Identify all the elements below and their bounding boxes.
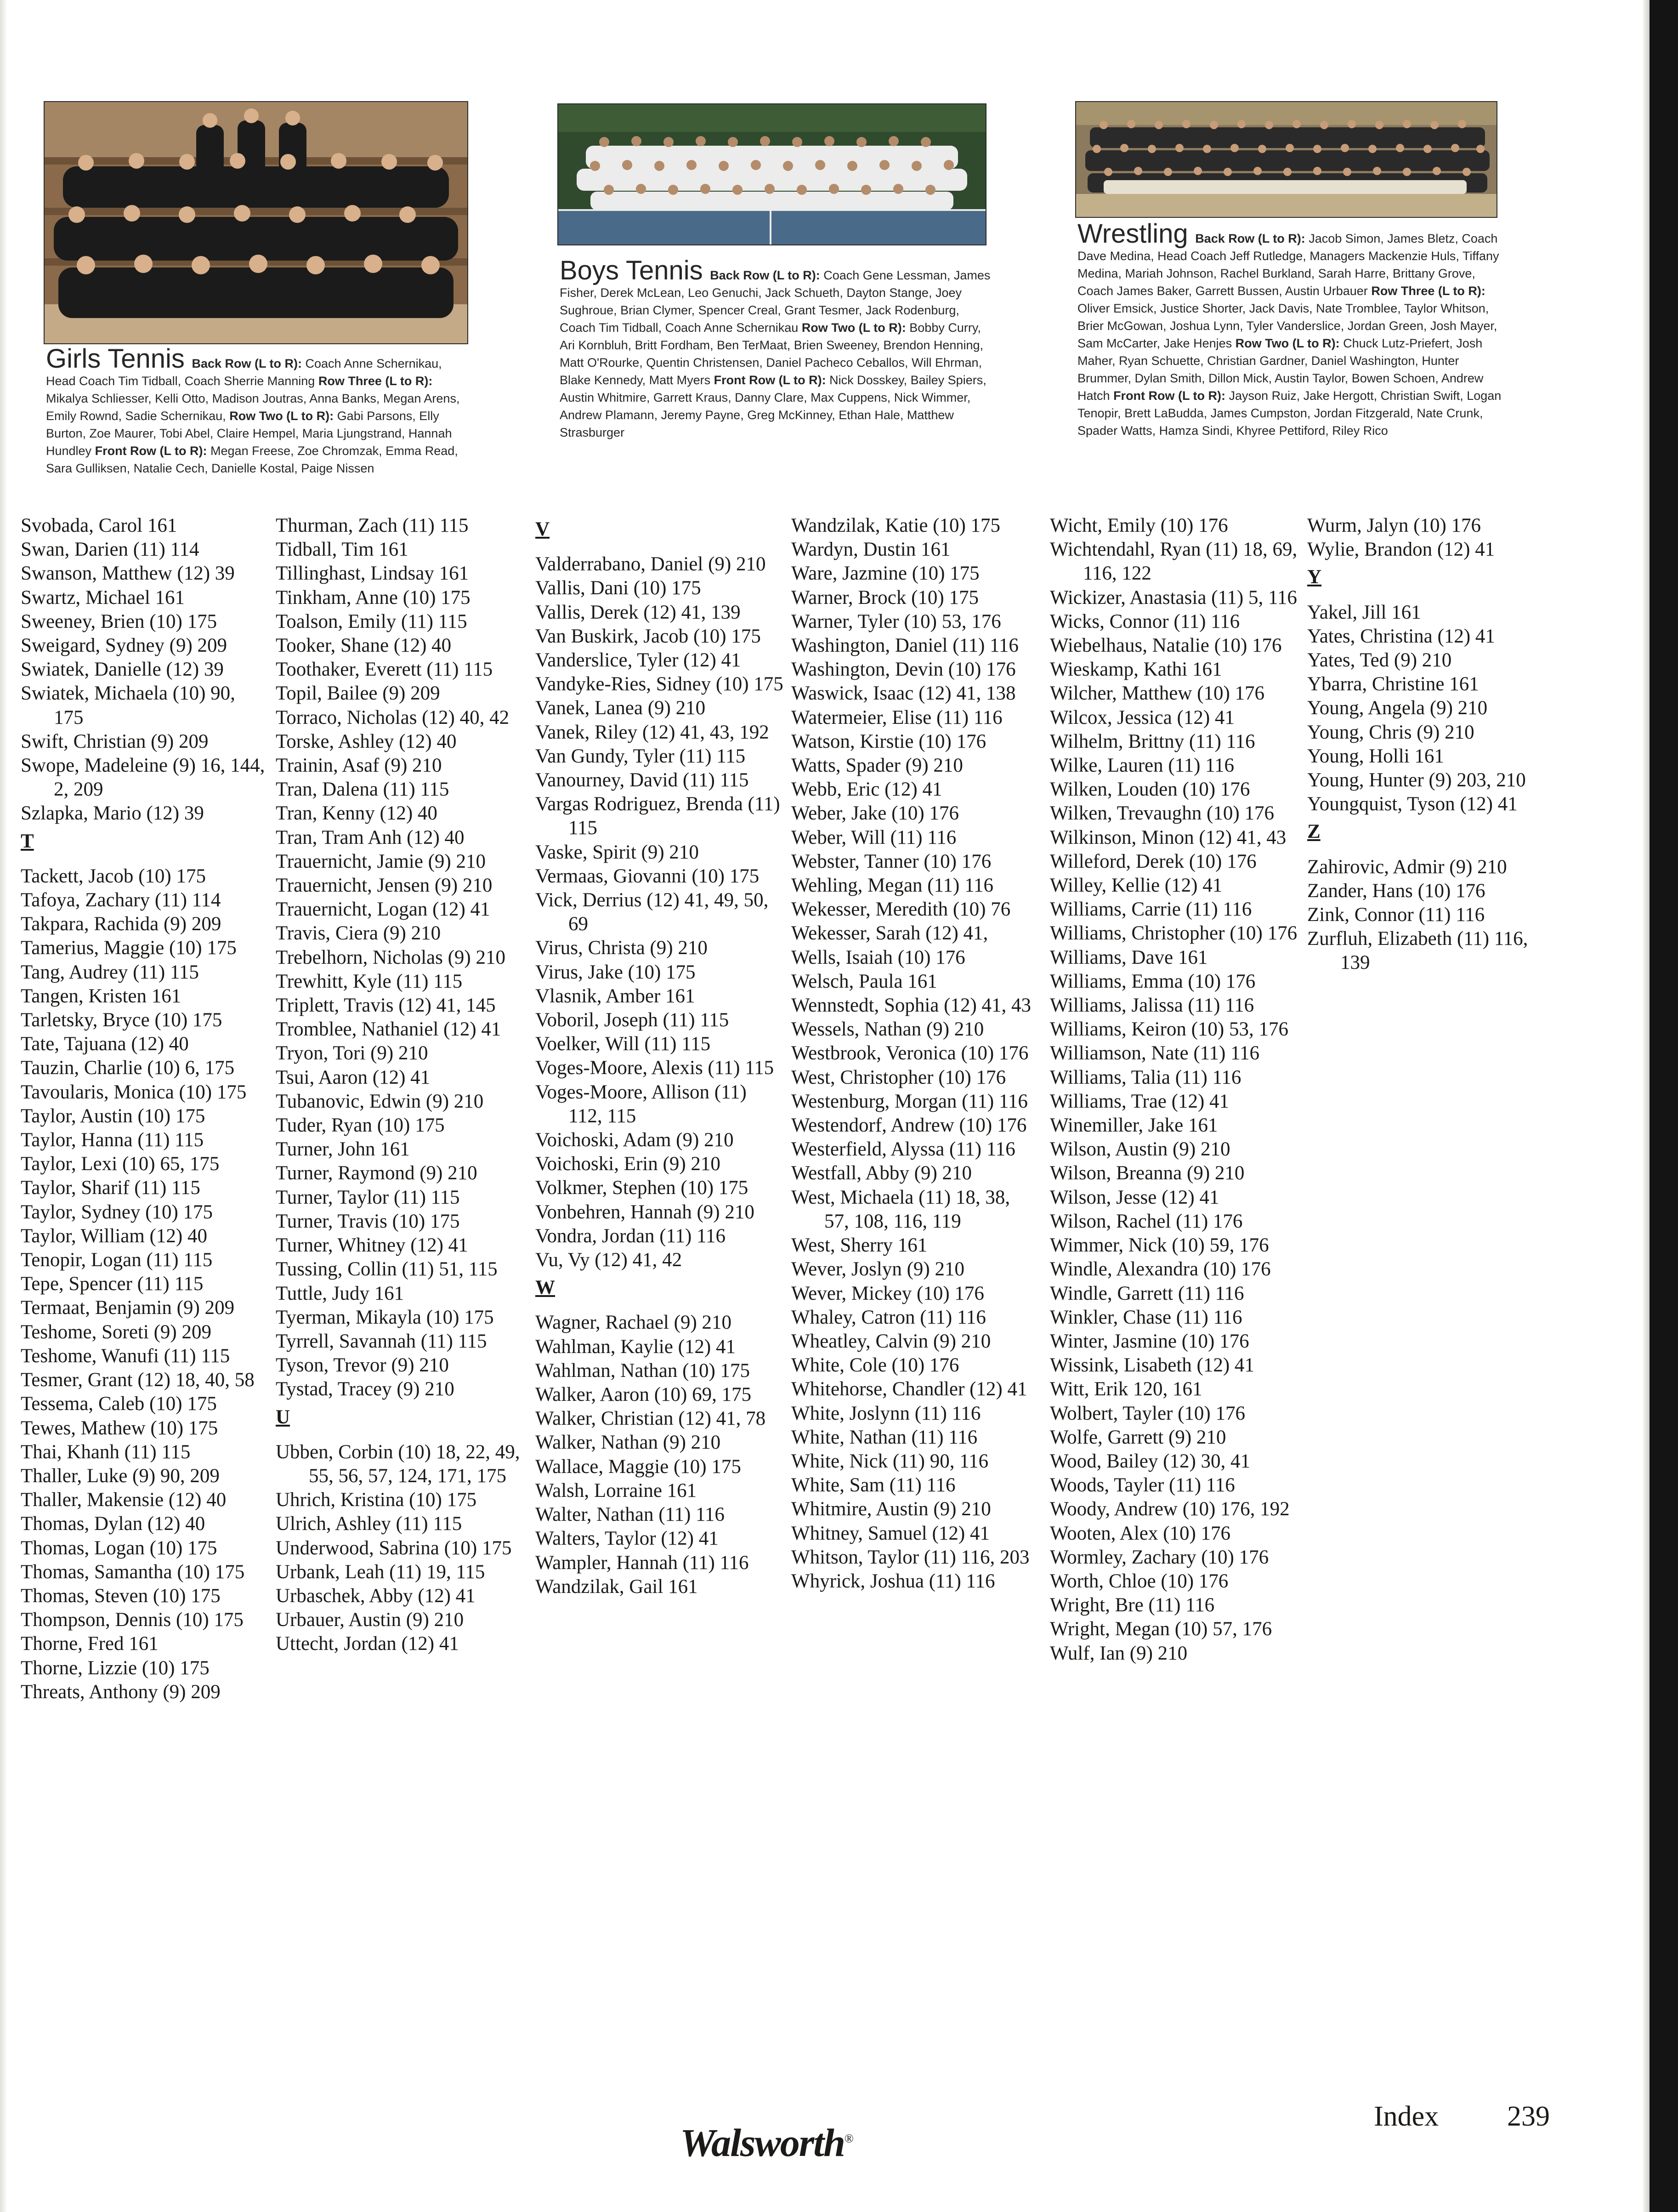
index-entry: Uhrich, Kristina (10) 175 — [276, 1489, 477, 1511]
index-entry: Wissink, Lisabeth (12) 41 — [1050, 1354, 1254, 1376]
index-entry: Wagner, Rachael (9) 210 — [535, 1312, 732, 1334]
index-entry: Tromblee, Nathaniel (12) 41 — [276, 1018, 501, 1041]
index-entry: Wormley, Zachary (10) 176 — [1050, 1546, 1269, 1568]
index-entry: Thompson, Dennis (10) 175 — [21, 1609, 244, 1631]
index-entry: Tewes, Mathew (10) 175 — [21, 1417, 218, 1439]
index-entry: Turner, Taylor (11) 115 — [276, 1186, 460, 1208]
index-entry: Wright, Megan (10) 57, 176 — [1050, 1618, 1272, 1640]
index-entry: Tafoya, Zachary (11) 114 — [21, 889, 221, 911]
index-entry: Vermaas, Giovanni (10) 175 — [535, 865, 760, 887]
index-entry: Urbauer, Austin (9) 210 — [276, 1609, 464, 1631]
index-entry: Winkler, Chase (11) 116 — [1050, 1306, 1242, 1328]
caption-row-names: Coach Gene Lessman, James Fisher, Derek McLean, Leo Genuchi, Jack Schueth, Dayton Stange, Joey Sughroue, Brian Clymer, Spencer Creal, Grant Tesmer, Jack Rodenburg, Coach Tim Tidball, Coach Anne Schernikau — [560, 268, 991, 335]
index-entry: Whaley, Catron (11) 116 — [791, 1306, 986, 1328]
index-entry: Yakel, Jill 161 — [1307, 601, 1421, 623]
index-entry: Witt, Erik 120, 161 — [1050, 1378, 1202, 1400]
index-entry: Wessels, Nathan (9) 210 — [791, 1018, 984, 1041]
index-entry: Tran, Dalena (11) 115 — [276, 779, 449, 801]
index-entry: Ybarra, Christine 161 — [1307, 673, 1479, 695]
wrestling-photo — [1075, 101, 1497, 218]
index-entry: Torraco, Nicholas (12) 40, 42 — [276, 706, 510, 728]
index-entry: Wimmer, Nick (10) 59, 176 — [1050, 1234, 1269, 1257]
index-entry: Wilcox, Jessica (12) 41 — [1050, 706, 1235, 728]
index-entry: Vanderslice, Tyler (12) 41 — [535, 649, 741, 671]
caption-row-label: Front Row (L to R): — [1113, 389, 1225, 403]
index-entry: Vondra, Jordan (11) 116 — [535, 1225, 726, 1247]
index-entry: Wallace, Maggie (10) 175 — [535, 1456, 741, 1478]
index-entry: Vallis, Dani (10) 175 — [535, 577, 701, 599]
index-entry: Wilke, Lauren (11) 116 — [1050, 755, 1235, 777]
index-entry: Tate, Tajuana (12) 40 — [21, 1033, 189, 1055]
index-entry: Tesmer, Grant (12) 18, 40, 58 — [21, 1369, 255, 1391]
index-entry: Thorne, Lizzie (10) 175 — [21, 1657, 210, 1679]
wrestling-title: Wrestling — [1077, 219, 1188, 249]
index-entry: Travis, Ciera (9) 210 — [276, 922, 441, 944]
publisher-name: Walsworth — [680, 2121, 845, 2165]
girls-tennis-photo — [44, 101, 468, 344]
index-entry: Wooten, Alex (10) 176 — [1050, 1522, 1231, 1544]
index-column-3 — [535, 514, 783, 1599]
caption-row-names: Oliver Emsick, Justice Shorter, Jack Davis, Nate Tromblee, Taylor Whitson, Brier McGowan, Joshua Lynn, Tyler Vanderslice, Jordan Green, Josh Mayer, Sam McCarter, Jake Henjes — [1077, 301, 1497, 350]
wrestling-photo-art — [1076, 102, 1497, 217]
index-entry: Vaske, Spirit (9) 210 — [535, 841, 699, 863]
index-entry: Toalson, Emily (11) 115 — [276, 610, 467, 632]
index-entry: Trebelhorn, Nicholas (9) 210 — [276, 946, 506, 968]
index-entry: Tauzin, Charlie (10) 6, 175 — [21, 1057, 235, 1079]
index-entry: Taylor, Sydney (10) 175 — [21, 1201, 213, 1223]
index-entry: Van Gundy, Tyler (11) 115 — [535, 745, 746, 767]
index-entry: Watts, Spader (9) 210 — [791, 755, 963, 777]
index-entry: Tinkham, Anne (10) 175 — [276, 586, 471, 608]
index-entry: Watermeier, Elise (11) 116 — [791, 706, 1003, 728]
index-entry: Wilken, Louden (10) 176 — [1050, 779, 1250, 801]
index-entry: Winemiller, Jake 161 — [1050, 1115, 1218, 1137]
index-entry: Taylor, Lexi (10) 65, 175 — [21, 1153, 220, 1175]
index-entry: Woody, Andrew (10) 176, 192 — [1050, 1498, 1290, 1520]
index-entry: Tidball, Tim 161 — [276, 539, 408, 561]
index-entry: Wurm, Jalyn (10) 176 — [1307, 515, 1481, 536]
index-entry: Wever, Mickey (10) 176 — [791, 1282, 984, 1304]
registered-mark: ® — [845, 2132, 853, 2145]
index-entry: Swanson, Matthew (12) 39 — [21, 563, 235, 585]
caption-row-label: Front Row (L to R): — [714, 373, 826, 387]
index-column-2 — [276, 514, 524, 1656]
index-entry: Vick, Derrius (12) 41, 49, 50, 69 — [535, 889, 769, 935]
index-entry: Whitmire, Austin (9) 210 — [791, 1498, 991, 1520]
index-entry: Williamson, Nate (11) 116 — [1050, 1042, 1260, 1064]
index-entry: Wandzilak, Katie (10) 175 — [791, 515, 1001, 536]
index-entry: Zink, Connor (11) 116 — [1307, 904, 1485, 926]
index-column-6 — [1307, 514, 1555, 975]
index-entry: Virus, Christa (9) 210 — [535, 937, 708, 959]
index-entry: Wandzilak, Gail 161 — [535, 1575, 698, 1598]
index-entry: Thomas, Steven (10) 175 — [21, 1585, 221, 1607]
index-entry: Wilson, Breanna (9) 210 — [1050, 1162, 1245, 1184]
index-entry: Tenopir, Logan (11) 115 — [21, 1249, 213, 1271]
footer-section-label: Index — [1374, 2101, 1439, 2132]
index-entry: Washington, Devin (10) 176 — [791, 659, 1016, 681]
index-entry: Winter, Jasmine (10) 176 — [1050, 1330, 1249, 1352]
index-entry: Tran, Kenny (12) 40 — [276, 802, 437, 825]
index-entry: Tuttle, Judy 161 — [276, 1282, 404, 1304]
index-entry: Webster, Tanner (10) 176 — [791, 850, 992, 872]
index-entry: Young, Angela (9) 210 — [1307, 697, 1488, 719]
index-entry: Tubanovic, Edwin (9) 210 — [276, 1090, 484, 1112]
index-entry: Thai, Khanh (11) 115 — [21, 1441, 191, 1463]
index-entry: Washington, Daniel (11) 116 — [791, 635, 1019, 657]
girls-tennis-photo-art — [45, 102, 467, 343]
index-entry: Westfall, Abby (9) 210 — [791, 1162, 972, 1184]
index-entry: White, Nathan (11) 116 — [791, 1426, 978, 1448]
index-letter-heading: Z — [1307, 821, 1321, 843]
index-entry: Taylor, Hanna (11) 115 — [21, 1129, 204, 1151]
index-entry: Wells, Isaiah (10) 176 — [791, 946, 965, 968]
index-entry: Urbank, Leah (11) 19, 115 — [276, 1561, 485, 1583]
index-entry: Underwood, Sabrina (10) 175 — [276, 1537, 512, 1559]
index-entry: Wardyn, Dustin 161 — [791, 539, 951, 561]
index-entry: Teshome, Soreti (9) 209 — [21, 1321, 211, 1343]
index-entry: Williams, Trae (12) 41 — [1050, 1090, 1230, 1112]
index-entry: Yates, Ted (9) 210 — [1307, 649, 1452, 671]
index-entry: Triplett, Travis (12) 41, 145 — [276, 995, 496, 1017]
index-entry: Thorne, Fred 161 — [21, 1633, 159, 1655]
index-entry: Wulf, Ian (9) 210 — [1050, 1642, 1188, 1664]
index-entry: Trauernicht, Jensen (9) 210 — [276, 875, 493, 897]
index-entry: Zahirovic, Admir (9) 210 — [1307, 856, 1507, 878]
index-entry: Wheatley, Calvin (9) 210 — [791, 1330, 991, 1352]
publisher-logo — [680, 2120, 853, 2166]
index-column-1 — [21, 514, 269, 1704]
index-entry: Wood, Bailey (12) 30, 41 — [1050, 1450, 1251, 1472]
index-entry: Vandyke-Ries, Sidney (10) 175 — [535, 673, 783, 695]
caption-row-label: Row Two (L to R): — [229, 409, 334, 423]
index-entry: Wilson, Jesse (12) 41 — [1050, 1186, 1219, 1208]
caption-row-label: Row Two (L to R): — [801, 321, 906, 335]
index-entry: Wilson, Austin (9) 210 — [1050, 1138, 1230, 1160]
index-entry: Williams, Keiron (10) 53, 176 — [1050, 1018, 1288, 1041]
index-entry: Windle, Alexandra (10) 176 — [1050, 1258, 1271, 1280]
index-entry: Swope, Madeleine (9) 16, 144, 2, 209 — [21, 755, 265, 801]
index-entry: Wieskamp, Kathi 161 — [1050, 659, 1222, 681]
index-entry: Zurfluh, Elizabeth (11) 116, 139 — [1307, 928, 1528, 974]
boys-tennis-photo — [557, 103, 986, 245]
index-entry: Tessema, Caleb (10) 175 — [21, 1393, 217, 1415]
caption-row-names: Nick Dosskey, Bailey Spiers, Austin Whitmire, Garrett Kraus, Danny Clare, Max Cuppens, Nick Wimmer, Andrew Plamann, Jeremy Payne, Greg McKinney, Ethan Hale, Matthew Strasburger — [560, 373, 986, 439]
index-entry: Wolfe, Garrett (9) 210 — [1050, 1426, 1226, 1448]
caption-row-names: Mikalya Schliesser, Kelli Otto, Madison Joutras, Anna Banks, Megan Arens, Emily Rownd, Sadie Schernikau, — [46, 392, 460, 423]
index-entry: Watson, Kirstie (10) 176 — [791, 730, 986, 752]
caption-row-label: Row Three (L to R): — [1371, 284, 1485, 298]
caption-row-label: Row Three (L to R): — [318, 374, 433, 388]
index-entry: Wennstedt, Sophia (12) 41, 43 — [791, 995, 1032, 1017]
index-entry: Walker, Nathan (9) 210 — [535, 1432, 721, 1454]
index-entry: Tavoularis, Monica (10) 175 — [21, 1081, 247, 1103]
index-entry: Vonbehren, Hannah (9) 210 — [535, 1201, 754, 1223]
index-entry: Williams, Carrie (11) 116 — [1050, 898, 1252, 921]
index-entry: Woods, Tayler (11) 116 — [1050, 1474, 1235, 1496]
index-entry: Trainin, Asaf (9) 210 — [276, 755, 442, 777]
index-entry: Windle, Garrett (11) 116 — [1050, 1282, 1244, 1304]
index-entry: Wilhelm, Brittny (11) 116 — [1050, 730, 1255, 752]
index-entry: Termaat, Benjamin (9) 209 — [21, 1297, 235, 1319]
index-entry: Swan, Darien (11) 114 — [21, 539, 199, 561]
index-entry: Turner, Raymond (9) 210 — [276, 1162, 477, 1184]
index-letter-heading: T — [21, 830, 34, 852]
index-entry: Teshome, Wanufi (11) 115 — [21, 1345, 230, 1367]
index-entry: Voges-Moore, Allison (11) 112, 115 — [535, 1081, 747, 1127]
index-entry: Whitson, Taylor (11) 116, 203 — [791, 1546, 1030, 1568]
index-letter-heading: W — [535, 1277, 555, 1299]
index-entry: Tarletsky, Bryce (10) 175 — [21, 1009, 222, 1031]
index-entry: Tyrrell, Savannah (11) 115 — [276, 1330, 487, 1352]
index-entry: Wilkinson, Minon (12) 41, 43 — [1050, 826, 1287, 848]
index-entry: Wiebelhaus, Natalie (10) 176 — [1050, 635, 1282, 657]
caption-row-label: Back Row (L to R): — [710, 268, 820, 282]
index-entry: Svobada, Carol 161 — [21, 515, 177, 536]
index-entry: Wichtendahl, Ryan (11) 18, 69, 116, 122 — [1050, 539, 1298, 585]
caption-row-names: Coach Anne Schernikau, Head Coach Tim Tidball, Coach Sherrie Manning — [46, 357, 442, 388]
index-entry: Wekesser, Sarah (12) 41, — [791, 922, 988, 944]
index-entry: Tillinghast, Lindsay 161 — [276, 563, 469, 585]
index-entry: Voges-Moore, Alexis (11) 115 — [535, 1057, 774, 1079]
page-right-edge — [1650, 0, 1678, 2212]
index-entry: Tamerius, Maggie (10) 175 — [21, 937, 237, 959]
index-entry: Tran, Tram Anh (12) 40 — [276, 826, 465, 848]
index-entry: Thomas, Samantha (10) 175 — [21, 1561, 245, 1583]
index-entry: Tsui, Aaron (12) 41 — [276, 1066, 431, 1088]
index-entry: Wicht, Emily (10) 176 — [1050, 515, 1228, 536]
page-gutter-shadow — [1643, 0, 1650, 2212]
boys-tennis-title: Boys Tennis — [560, 256, 703, 285]
index-entry: Vlasnik, Amber 161 — [535, 985, 695, 1007]
caption-row-names: Jacob Simon, James Bletz, Coach Dave Medina, Head Coach Jeff Rutledge, Managers Mackenzie Huls, Tiffany Medina, Mariah Johnson, Rachel Burkland, Sarah Harre, Brittany Grove, Coach James Baker, Garrett Bussen, Austin Urbauer — [1077, 232, 1499, 298]
index-entry: Vargas Rodriguez, Brenda (11) 115 — [535, 793, 780, 839]
index-entry: Weber, Jake (10) 176 — [791, 802, 959, 825]
index-entry: Tyson, Trevor (9) 210 — [276, 1354, 449, 1376]
caption-row-label: Row Two (L to R): — [1235, 336, 1340, 350]
index-entry: White, Cole (10) 176 — [791, 1354, 959, 1376]
index-entry: Turner, Travis (10) 175 — [276, 1210, 460, 1232]
index-entry: Taylor, William (12) 40 — [21, 1225, 207, 1247]
index-entry: Wilson, Rachel (11) 176 — [1050, 1210, 1243, 1232]
page-number: 239 — [1507, 2101, 1550, 2132]
index-entry: Worth, Chloe (10) 176 — [1050, 1570, 1229, 1592]
index-entry: Wahlman, Nathan (10) 175 — [535, 1359, 750, 1382]
caption-row-names: Bobby Curry, Ari Kornbluh, Britt Fordham, Ben TerMaat, Brien Sweeney, Brendon Henning, Matt O'Rourke, Quentin Christensen, Daniel Pacheco Ceballos, Will Ehrman, Blake Kennedy, Matt Myers — [560, 321, 983, 387]
index-entry: Wolbert, Tayler (10) 176 — [1050, 1402, 1246, 1424]
index-entry: Trauernicht, Jamie (9) 210 — [276, 850, 486, 872]
index-entry: Szlapka, Mario (12) 39 — [21, 802, 204, 825]
index-entry: Westbrook, Veronica (10) 176 — [791, 1042, 1029, 1064]
index-entry: Young, Hunter (9) 203, 210 — [1307, 769, 1526, 791]
index-entry: West, Christopher (10) 176 — [791, 1066, 1006, 1088]
index-entry: Whitehorse, Chandler (12) 41 — [791, 1378, 1027, 1400]
index-entry: Vallis, Derek (12) 41, 139 — [535, 601, 741, 623]
index-entry: Tepe, Spencer (11) 115 — [21, 1273, 204, 1295]
index-entry: Williams, Dave 161 — [1050, 946, 1208, 968]
index-entry: Valderrabano, Daniel (9) 210 — [535, 553, 766, 575]
index-entry: White, Joslynn (11) 116 — [791, 1402, 981, 1424]
index-letter-heading: U — [276, 1406, 290, 1428]
index-entry: Voichoski, Adam (9) 210 — [535, 1129, 734, 1151]
index-entry: Voboril, Joseph (11) 115 — [535, 1009, 729, 1031]
index-entry: Waswick, Isaac (12) 41, 138 — [791, 682, 1016, 705]
index-entry: Topil, Bailee (9) 209 — [276, 682, 440, 705]
index-entry: Youngquist, Tyson (12) 41 — [1307, 793, 1518, 815]
index-entry: Whitney, Samuel (12) 41 — [791, 1522, 990, 1544]
index-entry: Webb, Eric (12) 41 — [791, 779, 942, 801]
index-entry: Williams, Jalissa (11) 116 — [1050, 995, 1254, 1017]
index-entry: Warner, Brock (10) 175 — [791, 586, 979, 608]
index-entry: Wilcher, Matthew (10) 176 — [1050, 682, 1265, 705]
index-entry: Sweigard, Sydney (9) 209 — [21, 635, 227, 657]
index-letter-heading: V — [535, 518, 550, 540]
girls-tennis-caption — [46, 346, 473, 477]
page-left-edge — [0, 0, 7, 2212]
index-entry: Wicks, Connor (11) 116 — [1050, 610, 1240, 632]
index-entry: Westenburg, Morgan (11) 116 — [791, 1090, 1028, 1112]
boys-tennis-caption — [560, 257, 996, 441]
index-entry: Walter, Nathan (11) 116 — [535, 1504, 725, 1526]
index-column-5 — [1050, 514, 1298, 1666]
index-entry: Williams, Emma (10) 176 — [1050, 970, 1256, 992]
index-column-4 — [791, 514, 1039, 1593]
index-entry: Welsch, Paula 161 — [791, 970, 937, 992]
index-entry: Yates, Christina (12) 41 — [1307, 625, 1495, 647]
caption-row-label: Front Row (L to R): — [95, 444, 207, 458]
index-entry: Walker, Aaron (10) 69, 175 — [535, 1384, 752, 1406]
index-entry: Ulrich, Ashley (11) 115 — [276, 1513, 462, 1535]
index-entry: Wickizer, Anastasia (11) 5, 116 — [1050, 586, 1297, 608]
caption-row-names: Jayson Ruiz, Jake Hergott, Christian Swift, Logan Tenopir, Brett LaBudda, James Cumpston, Jordan Fitzgerald, Nate Crunk, Spader Watts, Hamza Sindi, Khyree Pettiford, Riley Rico — [1077, 389, 1502, 438]
index-entry: Uttecht, Jordan (12) 41 — [276, 1633, 459, 1655]
index-entry: Voichoski, Erin (9) 210 — [535, 1153, 720, 1175]
index-entry: Tangen, Kristen 161 — [21, 985, 181, 1007]
index-entry: West, Michaela (11) 18, 38, 57, 108, 116, 119 — [791, 1186, 1010, 1232]
index-entry: West, Sherry 161 — [791, 1234, 928, 1257]
caption-row-label: Back Row (L to R): — [192, 357, 302, 370]
index-entry: Swiatek, Michaela (10) 90, 175 — [21, 682, 235, 728]
index-entry: Wylie, Brandon (12) 41 — [1307, 539, 1495, 561]
index-entry: Trewhitt, Kyle (11) 115 — [276, 970, 463, 992]
index-entry: Vanek, Riley (12) 41, 43, 192 — [535, 721, 769, 743]
index-entry: Thomas, Dylan (12) 40 — [21, 1513, 205, 1535]
index-letter-heading: Y — [1307, 566, 1322, 588]
index-entry: Urbaschek, Abby (12) 41 — [276, 1585, 476, 1607]
index-entry: Zander, Hans (10) 176 — [1307, 880, 1485, 902]
index-entry: Tang, Audrey (11) 115 — [21, 961, 199, 983]
index-entry: Whyrick, Joshua (11) 116 — [791, 1570, 995, 1592]
index-entry: Weber, Will (11) 116 — [791, 826, 957, 848]
index-entry: Taylor, Sharif (11) 115 — [21, 1177, 200, 1199]
caption-row-names: Megan Freese, Zoe Chromzak, Emma Read, Sara Gulliksen, Natalie Cech, Danielle Kostal, Paige Nissen — [46, 444, 458, 475]
caption-row-names: Gabi Parsons, Elly Burton, Zoe Maurer, Tobi Abel, Claire Hempel, Maria Ljungstrand, Hannah Hundley — [46, 409, 452, 458]
index-entry: Wehling, Megan (11) 116 — [791, 875, 993, 897]
index-entry: Wekesser, Meredith (10) 76 — [791, 898, 1011, 921]
index-entry: Vanek, Lanea (9) 210 — [535, 697, 706, 719]
index-entry: Vanourney, David (11) 115 — [535, 769, 749, 791]
index-entry: Tuder, Ryan (10) 175 — [276, 1115, 445, 1137]
index-entry: Thaller, Luke (9) 90, 209 — [21, 1465, 220, 1487]
index-entry: Westerfield, Alyssa (11) 116 — [791, 1138, 1015, 1160]
index-entry: Swartz, Michael 161 — [21, 586, 185, 608]
index-entry: Willeford, Derek (10) 176 — [1050, 850, 1257, 872]
index-entry: Takpara, Rachida (9) 209 — [21, 913, 221, 935]
index-entry: Williams, Talia (11) 116 — [1050, 1066, 1241, 1088]
index-entry: Taylor, Austin (10) 175 — [21, 1105, 205, 1127]
index-entry: Voelker, Will (11) 115 — [535, 1033, 711, 1055]
index-entry: Tyerman, Mikayla (10) 175 — [276, 1306, 494, 1328]
index-entry: Sweeney, Brien (10) 175 — [21, 610, 217, 632]
index-entry: Torske, Ashley (12) 40 — [276, 730, 457, 752]
index-entry: Turner, Whitney (12) 41 — [276, 1234, 468, 1257]
index-entry: Walters, Taylor (12) 41 — [535, 1528, 719, 1550]
index-entry: White, Sam (11) 116 — [791, 1474, 956, 1496]
index-entry: Warner, Tyler (10) 53, 176 — [791, 610, 1001, 632]
index-entry: Ubben, Corbin (10) 18, 22, 49, 55, 56, 57, 124, 171, 175 — [276, 1441, 520, 1487]
index-entry: Wright, Bre (11) 116 — [1050, 1594, 1215, 1616]
index-entry: Walker, Christian (12) 41, 78 — [535, 1408, 766, 1430]
index-entry: Swift, Christian (9) 209 — [21, 730, 209, 752]
boys-tennis-photo-art — [558, 104, 986, 245]
index-entry: Wever, Joslyn (9) 210 — [791, 1258, 964, 1280]
index-entry: Thaller, Makensie (12) 40 — [21, 1489, 227, 1511]
index-entry: Young, Holli 161 — [1307, 745, 1444, 767]
index-entry: Wahlman, Kaylie (12) 41 — [535, 1336, 736, 1358]
index-entry: Thurman, Zach (11) 115 — [276, 515, 469, 536]
index-entry: Vu, Vy (12) 41, 42 — [535, 1249, 682, 1271]
wrestling-caption — [1077, 221, 1509, 439]
index-entry: Virus, Jake (10) 175 — [535, 961, 696, 983]
caption-row-names: Chuck Lutz-Priefert, Josh Maher, Ryan Schuette, Christian Gardner, Daniel Washington, Hunter Brummer, Dylan Smith, Dillon Mick, Austin Taylor, Bowen Schoen, Andrew Hatch — [1077, 336, 1484, 403]
index-entry: Williams, Christopher (10) 176 — [1050, 922, 1298, 944]
index-entry: Ware, Jazmine (10) 175 — [791, 563, 980, 585]
index-entry: Wampler, Hannah (11) 116 — [535, 1552, 749, 1574]
index-entry: Westendorf, Andrew (10) 176 — [791, 1115, 1027, 1137]
index-entry: Tryon, Tori (9) 210 — [276, 1042, 428, 1064]
index-entry: Volkmer, Stephen (10) 175 — [535, 1177, 748, 1199]
index-entry: Tooker, Shane (12) 40 — [276, 635, 452, 657]
index-entry: Walsh, Lorraine 161 — [535, 1479, 697, 1501]
index-entry: White, Nick (11) 90, 116 — [791, 1450, 989, 1472]
index-entry: Tussing, Collin (11) 51, 115 — [276, 1258, 498, 1280]
index-entry: Turner, John 161 — [276, 1138, 410, 1160]
index-entry: Threats, Anthony (9) 209 — [21, 1681, 221, 1703]
index-entry: Toothaker, Everett (11) 115 — [276, 659, 493, 681]
girls-tennis-title: Girls Tennis — [46, 344, 185, 374]
index-entry: Trauernicht, Logan (12) 41 — [276, 898, 490, 921]
index-entry: Young, Chris (9) 210 — [1307, 721, 1474, 743]
index-entry: Tackett, Jacob (10) 175 — [21, 865, 206, 887]
index-entry: Wilken, Trevaughn (10) 176 — [1050, 802, 1274, 825]
index-entry: Tystad, Tracey (9) 210 — [276, 1378, 454, 1400]
index-entry: Van Buskirk, Jacob (10) 175 — [535, 625, 761, 647]
index-entry: Swiatek, Danielle (12) 39 — [21, 659, 224, 681]
caption-row-label: Back Row (L to R): — [1195, 232, 1305, 245]
index-entry: Willey, Kellie (12) 41 — [1050, 875, 1223, 897]
index-entry: Thomas, Logan (10) 175 — [21, 1537, 217, 1559]
